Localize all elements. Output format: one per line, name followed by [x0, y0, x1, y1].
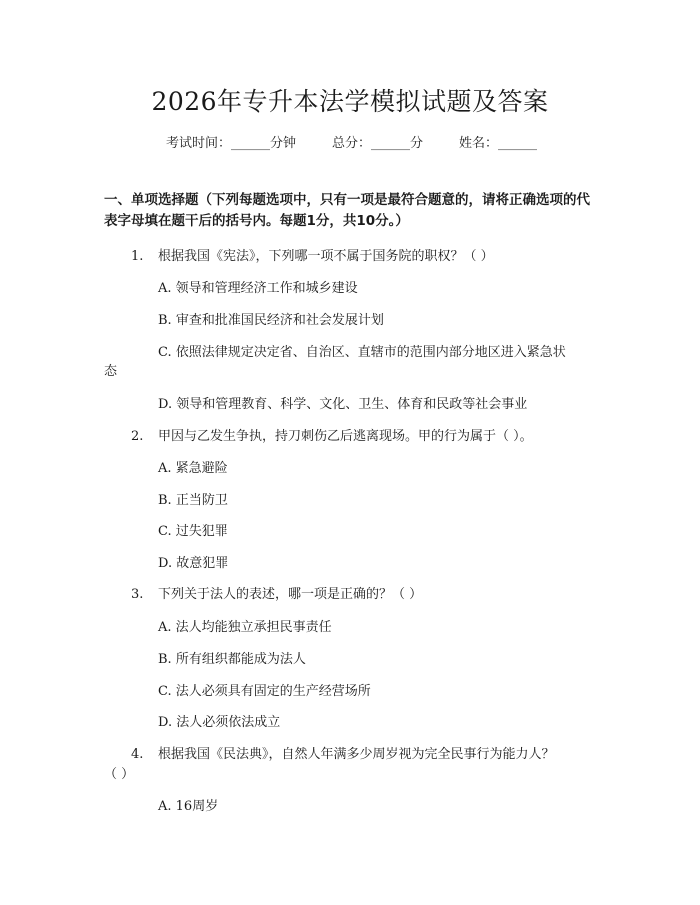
option-c: C. 法人必须具有固定的生产经营场所	[158, 684, 371, 699]
option-b: B. 正当防卫	[158, 493, 228, 508]
option-d: D. 故意犯罪	[158, 556, 229, 571]
option-c: C. 依照法律规定决定省、自治区、直辖市的范围内部分地区进入紧急状	[158, 345, 566, 360]
question-number: 1.	[131, 249, 144, 264]
exam-meta	[166, 132, 646, 151]
student-name-label: 姓名：______	[459, 136, 538, 151]
page-title: 2026年专升本法学模拟试题及答案	[151, 87, 549, 116]
option-c-continuation: 态	[104, 364, 118, 379]
option-a: A. 紧急避险	[158, 461, 228, 476]
question-stem: 甲因与乙发生争执，持刀刺伤乙后逃离现场。甲的行为属于（ ）。	[158, 429, 533, 444]
option-b: B. 审查和批准国民经济和社会发展计划	[158, 313, 384, 328]
total-score-label: 总分：______分	[332, 136, 424, 151]
question-2	[131, 425, 533, 444]
option-d: D. 领导和管理教育、科学、文化、卫生、体育和民政等社会事业	[158, 397, 528, 412]
option-a: A. 法人均能独立承担民事责任	[158, 620, 332, 635]
exam-time-label: 考试时间：______分钟	[166, 136, 297, 151]
question-number: 4.	[131, 747, 144, 762]
question-number: 2.	[131, 429, 144, 444]
question-4	[131, 743, 555, 762]
question-number: 3.	[131, 587, 144, 602]
question-3	[131, 583, 422, 602]
option-b: B. 所有组织都能成为法人	[158, 652, 306, 667]
question-stem: 根据我国《民法典》，自然人年满多少周岁视为完全民事行为能力人？	[158, 747, 555, 762]
section-heading: 一、单项选择题（下列每题选项中，只有一项是最符合题意的，请将正确选项的代表字母填在题干后的括号内。每题1分，共10分。）	[104, 192, 590, 229]
question-1	[131, 245, 494, 264]
question-stem: 根据我国《宪法》，下列哪一项不属于国务院的职权？（ ）	[158, 249, 494, 264]
option-a: A. 16周岁	[158, 799, 219, 814]
question-stem: 下列关于法人的表述，哪一项是正确的？（ ）	[158, 587, 423, 602]
question-4-continuation: （ ）	[104, 767, 135, 782]
option-c: C. 过失犯罪	[158, 524, 228, 539]
option-a: A. 领导和管理经济工作和城乡建设	[158, 281, 358, 296]
option-d: D. 法人必须依法成立	[158, 715, 281, 730]
